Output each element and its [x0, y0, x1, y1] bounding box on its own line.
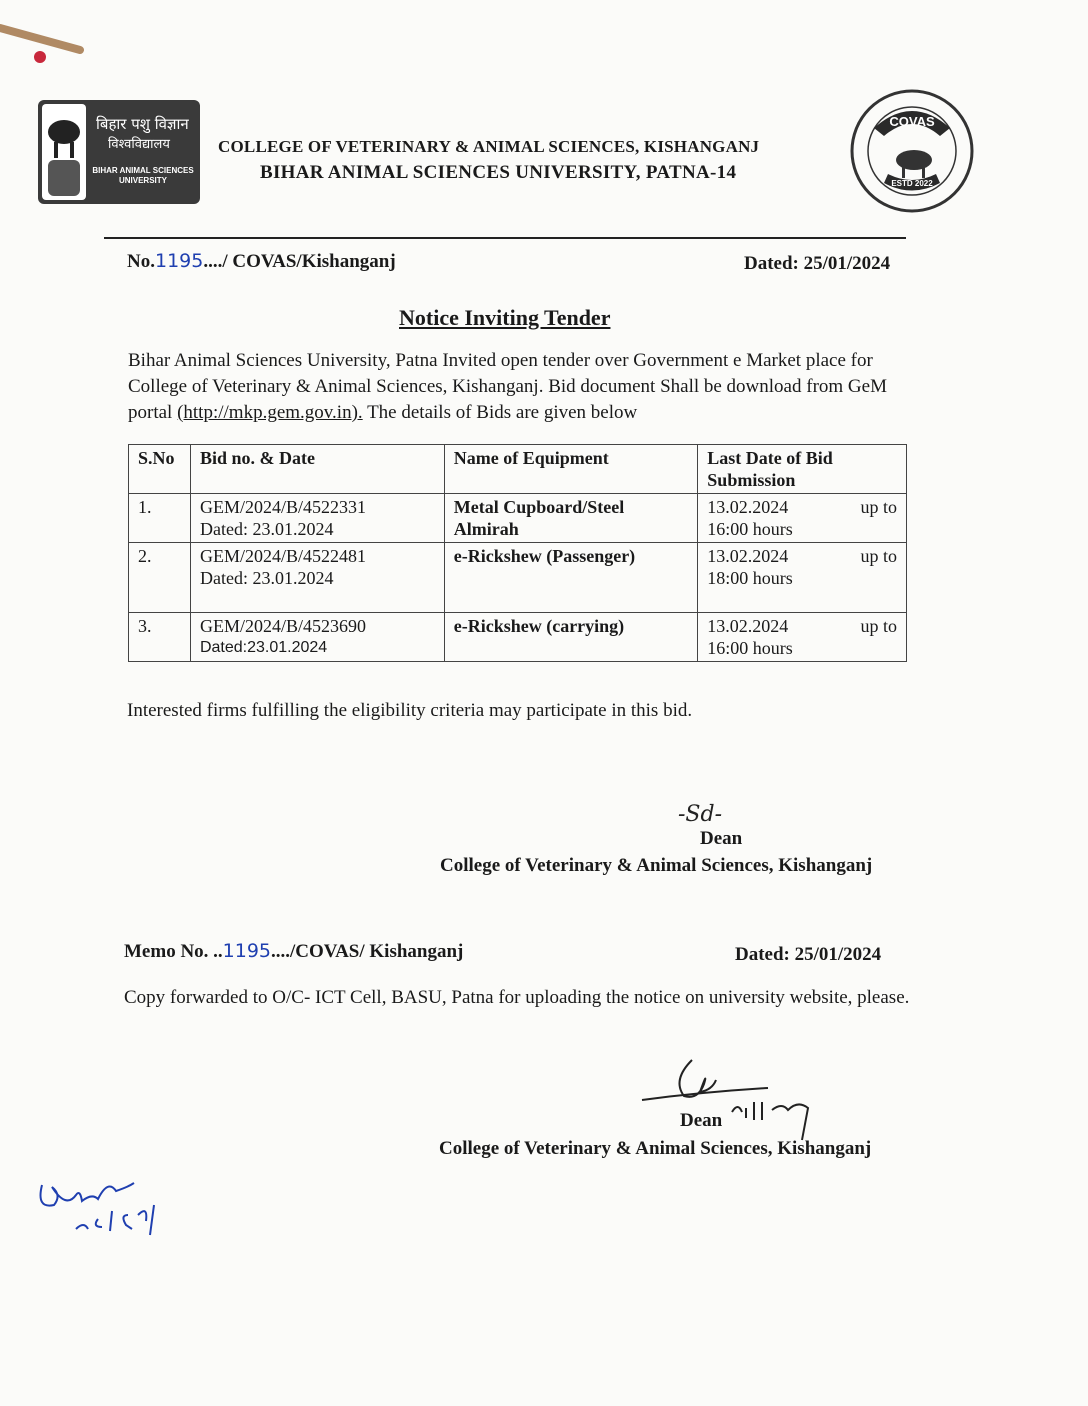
copy-forwarded-text: Copy forwarded to O/C- ICT Cell, BASU, Patna for uploading the notice on university website, please.: [124, 987, 910, 1008]
sd-mark: -Sd-: [678, 802, 723, 827]
notice-title: Notice Inviting Tender: [399, 305, 611, 330]
covas-seal-logo: [840, 88, 984, 214]
logo-hindi-line1: बिहार पशु विज्ञान: [96, 115, 189, 133]
cell-bid: [190, 613, 444, 662]
ref-handwritten-number: 1195: [154, 250, 204, 272]
last-date: 13.02.2024: [707, 616, 789, 636]
reference-number: No.1195..../ COVAS/Kishanganj: [127, 250, 396, 272]
cell-last-date: [698, 613, 907, 662]
cell-bid: [190, 494, 444, 543]
notice-para-start: Bihar Animal Sciences University, Patna Invited open tender over Government e Market place for College of Veterinary & Animal Sciences, Kishanganj. Bid document Shall be download from GeM portal: [128, 350, 887, 423]
dean-org-2: College of Veterinary & Animal Sciences, Kishanganj: [439, 1138, 872, 1159]
memo-suffix: /COVAS/ Kishanganj: [290, 941, 464, 962]
up-to: up to: [860, 616, 897, 636]
table-row: [129, 543, 907, 613]
bid-date: Dated: 23.01.2024: [199, 519, 334, 539]
header-bid: Bid no. & Date: [190, 445, 444, 494]
last-time: 16:00 hours: [707, 519, 793, 539]
memo-date: Dated: 25/01/2024: [735, 944, 882, 965]
cell-sno: 3.: [129, 613, 191, 662]
bid-date: Dated: 23.01.2024: [199, 568, 334, 588]
header-divider: [104, 237, 906, 239]
header-equipment: Name of Equipment: [444, 445, 698, 494]
gem-portal-link[interactable]: (http://mkp.gem.gov.in).: [177, 402, 363, 423]
memo-prefix: Memo No.: [124, 941, 214, 962]
last-date: 13.02.2024: [707, 546, 789, 566]
bid-number: GEM/2024/B/4523690: [199, 616, 366, 636]
table-header-row: [129, 445, 907, 494]
table-row: [129, 613, 907, 662]
bull-emblem-icon: [42, 104, 86, 200]
cell-last-date: [698, 494, 907, 543]
dean-title-2: Dean: [680, 1110, 723, 1131]
up-to: up to: [860, 497, 897, 517]
college-heading: COLLEGE OF VETERINARY & ANIMAL SCIENCES, KISHANGANJ: [218, 137, 760, 156]
bid-number: GEM/2024/B/4522331: [199, 497, 366, 517]
up-to: up to: [860, 546, 897, 566]
basu-logo: [38, 100, 200, 204]
cell-equipment: e-Rickshew (Passenger): [444, 543, 698, 613]
dean-title-1: Dean: [700, 828, 743, 849]
bid-number: GEM/2024/B/4522481: [199, 546, 366, 566]
memo-handwritten-number: 1195: [222, 940, 272, 962]
initials-signature-icon: [32, 1165, 182, 1245]
header-sno: S.No: [129, 445, 191, 494]
cell-last-date: [698, 543, 907, 613]
last-date: 13.02.2024: [707, 497, 789, 517]
notice-para-end: The details of Bids are given below: [362, 402, 638, 423]
header-last-date: Last Date of Bid Submission: [698, 445, 907, 494]
bid-date: Dated:23.01.2024: [199, 639, 328, 656]
seal-abbr: COVAS: [889, 114, 935, 129]
ref-suffix: / COVAS/Kishanganj: [222, 251, 396, 272]
table-row: [129, 494, 907, 543]
memo-number: Memo No. ..1195..../COVAS/ Kishanganj: [124, 940, 464, 962]
logo-hindi-line2: विश्वविद्यालय: [108, 137, 170, 152]
notice-paragraph: [128, 348, 908, 426]
university-heading: BIHAR ANIMAL SCIENCES UNIVERSITY, PATNA-14: [260, 162, 737, 183]
cell-bid: [190, 543, 444, 613]
interest-note: Interested firms fulfilling the eligibility criteria may participate in this bid.: [127, 700, 693, 721]
last-time: 18:00 hours: [707, 568, 793, 588]
pencil-mark-icon: [0, 0, 100, 80]
logo-university-name: BIHAR ANIMAL SCIENCES UNIVERSITY: [92, 166, 194, 185]
last-time: 16:00 hours: [707, 638, 793, 658]
bids-table: [128, 444, 907, 662]
seal-estd: ESTD 2022: [891, 179, 933, 188]
ref-prefix: No.: [127, 251, 155, 272]
cell-sno: 2.: [129, 543, 191, 613]
cell-equipment: Metal Cupboard/Steel Almirah: [444, 494, 698, 543]
cell-sno: 1.: [129, 494, 191, 543]
reference-date: Dated: 25/01/2024: [744, 253, 891, 274]
cell-equipment: e-Rickshew (carrying): [444, 613, 698, 662]
dean-org-1: College of Veterinary & Animal Sciences, Kishanganj: [440, 855, 873, 876]
